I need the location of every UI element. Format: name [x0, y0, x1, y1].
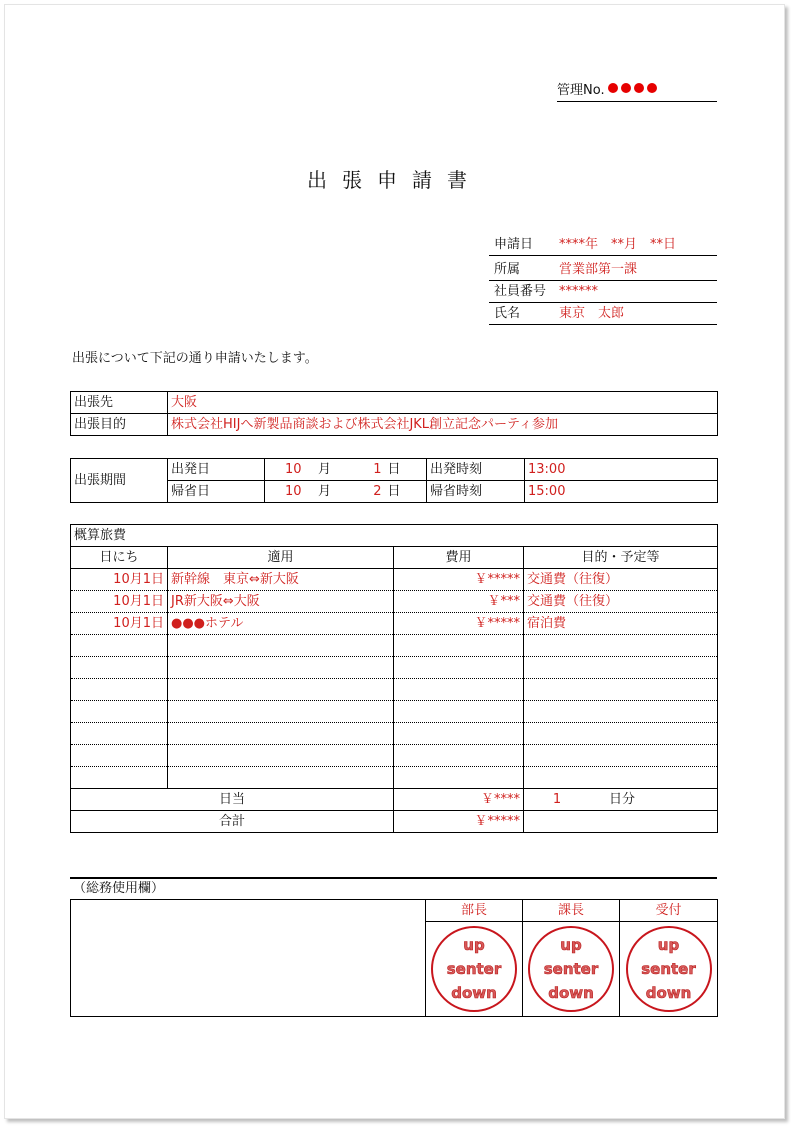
- stamp-cell-director[interactable]: [426, 922, 523, 1017]
- expense-note[interactable]: [524, 657, 718, 679]
- expense-cost[interactable]: ￥*****: [394, 613, 524, 635]
- departure-day[interactable]: 1: [345, 459, 385, 481]
- header-date: 日にち: [71, 547, 168, 569]
- daily-allowance-row: [71, 789, 718, 811]
- expense-item[interactable]: [168, 701, 394, 723]
- expense-row: [71, 591, 718, 613]
- expense-item[interactable]: 新幹線 東京⇔新大阪: [168, 569, 394, 591]
- departure-month-unit: 月: [305, 459, 345, 481]
- expense-cost[interactable]: [394, 635, 524, 657]
- expense-row: [71, 569, 718, 591]
- expense-table: [70, 524, 718, 833]
- expense-note[interactable]: [524, 635, 718, 657]
- expense-item[interactable]: [168, 745, 394, 767]
- employee-number-value[interactable]: ******: [559, 284, 598, 299]
- expense-cost[interactable]: ￥*****: [394, 569, 524, 591]
- expense-row: [71, 657, 718, 679]
- approver-section-chief: 課長: [523, 900, 620, 922]
- department-label: 所属: [494, 262, 521, 277]
- expense-header-row: [71, 547, 718, 569]
- expense-row: [71, 679, 718, 701]
- expense-row: [71, 701, 718, 723]
- stamp-line: down: [451, 984, 497, 1002]
- total-cost[interactable]: ￥*****: [394, 811, 524, 833]
- expense-note[interactable]: [524, 745, 718, 767]
- purpose-value[interactable]: 株式会社HIJへ新製品商談および株式会社JKL創立記念パーティ参加: [168, 414, 718, 436]
- stamp-line: up: [657, 936, 680, 954]
- document-page: [4, 4, 785, 1119]
- expense-date[interactable]: 10月1日: [71, 613, 168, 635]
- header-item: 適用: [168, 547, 394, 569]
- expense-date[interactable]: [71, 767, 168, 789]
- destination-label: 出張先: [71, 392, 168, 414]
- expense-title: 概算旅費: [71, 525, 718, 547]
- general-affairs-notes[interactable]: [71, 900, 426, 1017]
- expense-item[interactable]: ●●●ホテル: [168, 613, 394, 635]
- return-day-unit: 日: [385, 481, 427, 503]
- expense-date[interactable]: 10月1日: [71, 591, 168, 613]
- expense-date[interactable]: [71, 679, 168, 701]
- daily-allowance-cost[interactable]: ￥****: [394, 789, 524, 811]
- dot-icon: [608, 83, 618, 93]
- purpose-row: [71, 414, 718, 436]
- stamp-line: down: [548, 984, 594, 1002]
- application-date-label: 申請日: [494, 237, 534, 252]
- expense-note[interactable]: [524, 723, 718, 745]
- department-row: [489, 259, 717, 281]
- expense-item[interactable]: JR新大阪⇔大阪: [168, 591, 394, 613]
- period-label: 出張期間: [71, 459, 168, 503]
- expense-date[interactable]: [71, 745, 168, 767]
- departure-time-label: 出発時刻: [427, 459, 525, 481]
- expense-row: [71, 745, 718, 767]
- daily-days-value[interactable]: 1: [552, 791, 562, 807]
- expense-item[interactable]: [168, 679, 394, 701]
- return-month-unit: 月: [305, 481, 345, 503]
- approver-director: 部長: [426, 900, 523, 922]
- dot-icon: [634, 83, 644, 93]
- header-cost: 費用: [394, 547, 524, 569]
- approval-stamp: [431, 926, 517, 1012]
- purpose-label: 出張目的: [71, 414, 168, 436]
- intro-text: 出張について下記の通り申請いたします。: [72, 351, 318, 366]
- return-day[interactable]: 2: [345, 481, 385, 503]
- stamp-line: down: [645, 984, 692, 1002]
- expense-date[interactable]: [71, 723, 168, 745]
- total-row: [71, 811, 718, 833]
- expense-row: [71, 635, 718, 657]
- stamp-cell-reception[interactable]: [620, 922, 718, 1017]
- stamp-cell-section-chief[interactable]: [523, 922, 620, 1017]
- approval-stamp: [528, 926, 614, 1012]
- expense-date[interactable]: 10月1日: [71, 569, 168, 591]
- dot-icon: [621, 83, 631, 93]
- section-divider: [70, 877, 717, 879]
- expense-note[interactable]: [524, 679, 718, 701]
- expense-note[interactable]: 宿泊費: [524, 613, 718, 635]
- expense-date[interactable]: [71, 657, 168, 679]
- management-number-dots: [605, 83, 657, 98]
- departure-day-unit: 日: [385, 459, 427, 481]
- stamp-line: up: [560, 936, 582, 954]
- general-affairs-table: [70, 899, 718, 1017]
- expense-note[interactable]: 交通費（往復）: [524, 591, 718, 613]
- expense-item[interactable]: [168, 635, 394, 657]
- expense-cost[interactable]: [394, 767, 524, 789]
- period-table: [70, 458, 718, 503]
- expense-cost[interactable]: [394, 679, 524, 701]
- name-label: 氏名: [494, 306, 521, 321]
- expense-cost[interactable]: [394, 701, 524, 723]
- expense-title-row: [71, 525, 718, 547]
- application-date-row: [489, 234, 717, 256]
- expense-row: [71, 613, 718, 635]
- management-number-label: 管理No.: [557, 83, 605, 98]
- expense-row: [71, 767, 718, 789]
- expense-item[interactable]: [168, 657, 394, 679]
- daily-allowance-label: 日当: [71, 789, 394, 811]
- destination-value[interactable]: 大阪: [168, 392, 718, 414]
- stamp-line: senter: [641, 960, 696, 978]
- daily-days-unit: 日分: [608, 791, 635, 807]
- expense-date[interactable]: [71, 635, 168, 657]
- department-value[interactable]: 営業部第一課: [559, 262, 638, 277]
- return-time-label: 帰省時刻: [427, 481, 525, 503]
- expense-cost[interactable]: [394, 745, 524, 767]
- total-empty: [524, 811, 718, 833]
- document-title: 出張申請書: [307, 168, 482, 192]
- departure-time-value[interactable]: 13:00: [525, 459, 718, 481]
- expense-row: [71, 723, 718, 745]
- stamp-line: senter: [446, 960, 502, 978]
- dot-icon: [647, 83, 657, 93]
- approver-header-row: [71, 900, 718, 922]
- expense-cost[interactable]: [394, 723, 524, 745]
- management-number: [557, 81, 717, 102]
- name-row: [489, 303, 717, 325]
- total-label: 合計: [71, 811, 394, 833]
- expense-item[interactable]: [168, 723, 394, 745]
- approval-stamp: [626, 926, 712, 1012]
- return-time-value[interactable]: 15:00: [525, 481, 718, 503]
- return-month[interactable]: 10: [265, 481, 305, 503]
- expense-note[interactable]: [524, 701, 718, 723]
- approver-reception: 受付: [620, 900, 718, 922]
- departure-month[interactable]: 10: [265, 459, 305, 481]
- general-affairs-label: （総務使用欄）: [73, 881, 165, 896]
- departure-row: [71, 459, 718, 481]
- expense-note[interactable]: 交通費（往復）: [524, 569, 718, 591]
- return-label: 帰省日: [168, 481, 265, 503]
- expense-note[interactable]: [524, 767, 718, 789]
- expense-cost[interactable]: [394, 657, 524, 679]
- expense-cost[interactable]: ￥***: [394, 591, 524, 613]
- expense-date[interactable]: [71, 701, 168, 723]
- trip-table: [70, 391, 718, 436]
- header-note: 目的・予定等: [524, 547, 718, 569]
- name-value[interactable]: 東京 太郎: [559, 306, 625, 321]
- stamp-line: up: [463, 936, 485, 954]
- daily-allowance-days: [524, 789, 718, 811]
- employee-number-label: 社員番号: [494, 284, 547, 299]
- stamp-line: senter: [543, 960, 599, 978]
- departure-label: 出発日: [168, 459, 265, 481]
- expense-item[interactable]: [168, 767, 394, 789]
- destination-row: [71, 392, 718, 414]
- return-row: [71, 481, 718, 503]
- application-date-value[interactable]: ****年 **月 **日: [559, 237, 677, 252]
- employee-number-row: [489, 281, 717, 303]
